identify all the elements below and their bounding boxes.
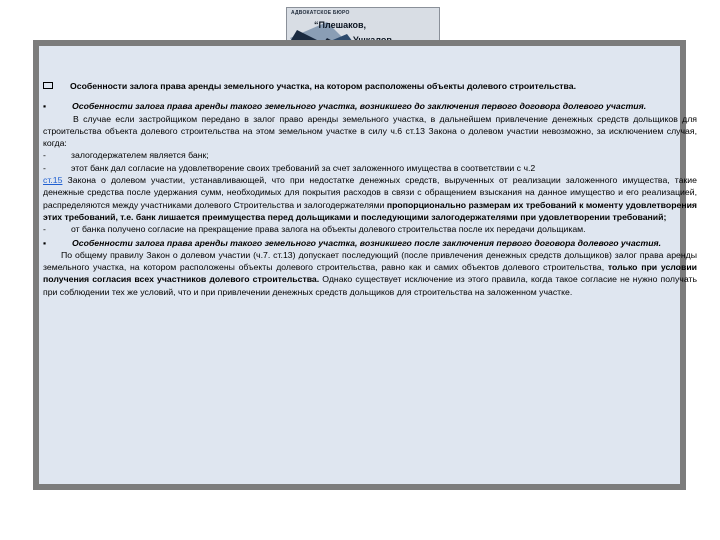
section-1-intro: В случае если застройщиком передано в залог право аренды земельного участка, в дальнейшем привлечение денежных средств дольщиков для строительства объекта долевого строительства на этом земельном участке в силу ч.6 ст.13 Закона о долевом участии невозможно, за исключением случая, когда:	[43, 113, 697, 149]
logo-line-1: “Плешаков,	[314, 20, 366, 30]
logo-bureau-text: АДВОКАТСКОЕ БЮРО	[291, 10, 350, 16]
section-1-title	[43, 100, 697, 112]
square-bullet-icon: ▪	[43, 237, 47, 248]
dash-marker: -	[43, 162, 46, 173]
section-2-text-a: По общему правилу Закон о долевом участии (ч.7. ст.13) допускает последующий (после привлечения денежных средств дольщиков) залог права аренды земельного участка, на котором расположены объекты долевого строительства, равно как и самих объектов долевого строительства,	[43, 249, 697, 273]
main-heading	[43, 80, 697, 92]
condition-item-2-bold: пропорционально размерам их требований к моменту удовлетворения этих требований, т.е. банк лишается преимущества перед дольщиками и последующими залогодержателями при удовлетворении требований;	[43, 199, 697, 222]
section-2-body	[43, 249, 697, 298]
section-2-text-bold: только при условии получения согласия всех участников долевого строительства.	[43, 262, 698, 285]
main-heading-text: Особенности залога права аренды земельного участка, на котором расположены объекты долевого строительства.	[70, 81, 577, 91]
condition-item-2-continued	[43, 174, 697, 223]
section-2-text-b: Однако существует исключение из этого правила, когда такое согласие не нужно получать при соблюдении тех же условий, что и при привлечении денежных средств дольщиков для строительства на заложенном участке.	[43, 274, 697, 297]
condition-item-2-text: этот банк дал согласие на удовлетворение своих требований за счет заложенного имущества в соответствии с ч.2	[71, 162, 536, 173]
dash-marker: -	[43, 150, 46, 161]
section-2-title	[43, 237, 697, 249]
article-15-link[interactable]: ст.15	[43, 175, 63, 186]
checkbox-bullet-icon	[43, 82, 53, 89]
square-bullet-icon: ▪	[43, 101, 47, 112]
section-2-title-text: Особенности залога права аренды такого земельного участка, возникшего после заключения первого договора долевого участия.	[72, 237, 662, 248]
dash-marker: -	[43, 224, 46, 235]
condition-item-3-text: от банка получено согласие на прекращение права залога на объекты долевого строительства после их передачи дольщикам.	[71, 224, 586, 235]
condition-item-3	[43, 223, 697, 235]
condition-item-1-text: залогодержателем является банк;	[71, 150, 209, 161]
slide-content	[43, 80, 697, 425]
condition-item-2	[43, 162, 697, 174]
condition-item-1	[43, 149, 697, 161]
condition-item-2-body: Закона о долевом участии, устанавливающей, что при недостатке денежных средств, вырученных от реализации заложенного имущества, такие денежные средства после удержания сумм, необходимых для покрытия расходов в связи с обращением взыскания на данное имущество и его реализацией, распределяются между участниками долевого Строительства и залогодержателями	[43, 175, 697, 210]
section-1-title-text: Особенности залога права аренды такого земельного участка, возникшего до заключения первого договора долевого участия.	[72, 101, 647, 112]
